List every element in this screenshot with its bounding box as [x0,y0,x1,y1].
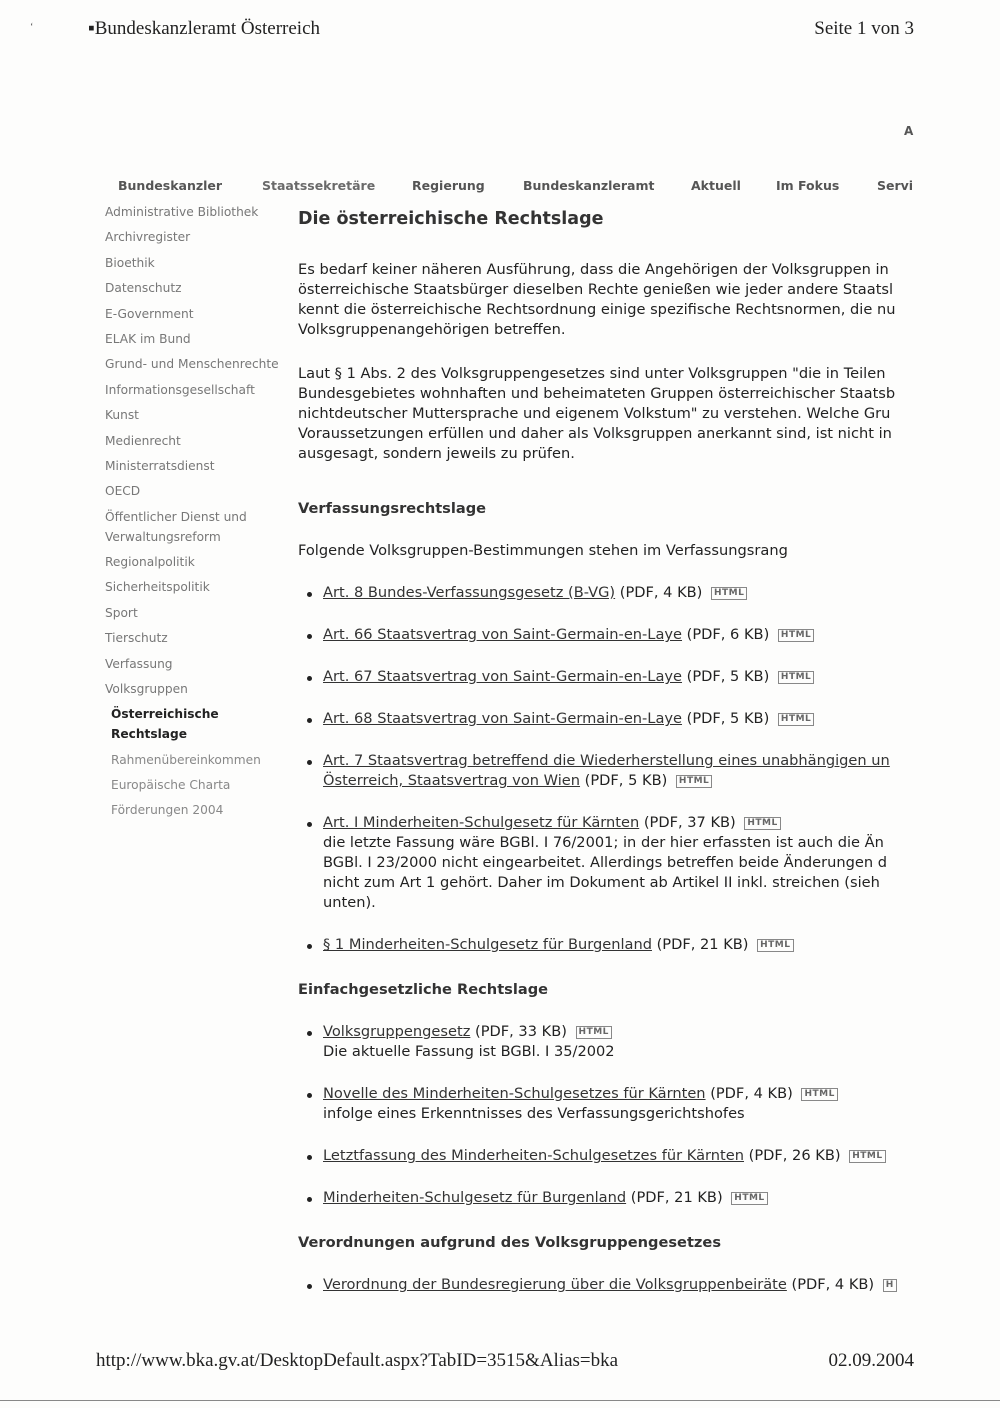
list-item [298,1275,914,1295]
document-link[interactable]: Verordnung der Bundesregierung über die Volksgruppenbeiräte [323,1276,787,1293]
file-info: (PDF, 4 KB) [791,1276,875,1293]
text-line: kennt die österreichische Rechtsordnung einige spezifische Rechtsnormen, die nu [298,301,896,318]
sidebar-item-informationsgesellschaft[interactable]: Informationsgesellschaft [105,382,255,397]
definition-paragraph [298,364,914,464]
sidebar-item-grund-und-menschenrechte[interactable]: Grund- und Menschenrechte [105,357,279,372]
text-line: nichtdeutscher Muttersprache und eigenem Volkstum" zu verstehen. Welche Gru [298,405,891,422]
list-item [298,1188,914,1208]
section-intro: Folgende Volksgruppen-Bestimmungen stehen im Verfassungsrang [298,542,788,559]
scan-mark: ‘ [30,22,34,33]
file-info: (PDF, 33 KB) [475,1023,567,1040]
html-version-link[interactable]: HTML [801,1088,837,1101]
section-heading-einfachgesetzlich: Einfachgesetzliche Rechtslage [298,981,549,998]
sidebar-item-ministerratsdienst[interactable]: Ministerratsdienst [105,458,215,473]
intro-paragraph [298,260,914,340]
sidebar-item-kunst[interactable]: Kunst [105,408,139,423]
print-header [0,16,1000,46]
text-line: Es bedarf keiner näheren Ausführung, dass die Angehörigen der Volksgruppen in [298,261,889,278]
note-line: nicht zum Art 1 gehört. Daher im Dokument ab Artikel II inkl. streichen (sieh [323,874,880,891]
sidebar-subitem-rahmenuebereinkommen[interactable]: Rahmenübereinkommen [111,752,261,767]
note-line: unten). [323,894,376,911]
page-edge-divider [0,1400,1000,1401]
list-item [298,1084,914,1124]
sidebar-item-tierschutz[interactable]: Tierschutz [105,631,168,646]
sidebar-item-medienrecht[interactable]: Medienrecht [105,433,181,448]
html-version-link[interactable]: HTML [744,817,780,830]
note-line: die letzte Fassung wäre BGBl. I 76/2001; in der hier erfassten ist auch die Än [323,834,884,851]
item-note [323,833,914,913]
document-link[interactable]: Novelle des Minderheiten-Schulgesetzes für Kärnten [323,1085,706,1102]
nav-bundeskanzleramt[interactable]: Bundeskanzleramt [523,178,655,193]
html-version-link[interactable]: HTML [711,587,747,600]
main-content [298,206,914,1295]
nav-staatssekretaere[interactable]: Staatssekretäre [262,178,376,193]
list-item [298,1022,914,1062]
html-version-link[interactable]: HTML [849,1150,885,1163]
document-link[interactable]: § 1 Minderheiten-Schulgesetz für Burgenland [323,936,652,953]
sidebar-subitem-foerderungen-2004[interactable]: Förderungen 2004 [111,802,224,817]
sidebar-item-administrative-bibliothek[interactable]: Administrative Bibliothek [105,205,259,219]
list-item [298,625,914,645]
document-link[interactable]: Letztfassung des Minderheiten-Schulgesetzes für Kärnten [323,1147,745,1164]
html-version-link[interactable]: H [883,1279,897,1292]
verordnungen-link-list [298,1275,914,1295]
file-info: (PDF, 5 KB) [584,772,668,789]
item-note: Die aktuelle Fassung ist BGBl. I 35/2002 [323,1043,615,1060]
top-navigation [0,178,914,196]
sidebar-item-archivregister[interactable]: Archivregister [105,230,191,245]
html-version-link[interactable]: HTML [757,939,793,952]
file-info: (PDF, 26 KB) [748,1147,841,1164]
list-item [298,667,914,687]
sidebar-item-oeffentlicher-dienst[interactable]: Öffentlicher Dienst und Verwaltungsreform [105,509,247,544]
corner-label: A [904,124,914,138]
print-footer-date: 02.09.2004 [828,1350,914,1371]
text-line: Volksgruppenangehörigen betreffen. [298,321,566,338]
list-item [298,583,914,603]
html-version-link[interactable]: HTML [731,1192,767,1205]
list-item [298,813,914,913]
sidebar [105,202,290,825]
list-item [298,1146,914,1166]
print-page-number: Seite 1 von 3 [814,18,914,39]
file-info: (PDF, 37 KB) [643,814,736,831]
document-link[interactable]: Art. 68 Staatsvertrag von Saint-Germain-en-Laye [323,710,683,727]
sidebar-item-sicherheitspolitik[interactable]: Sicherheitspolitik [105,580,210,595]
sidebar-item-e-government[interactable]: E-Government [105,306,194,321]
text-line: Voraussetzungen erfüllen und daher als Volksgruppen anerkannt sind, ist nicht in [298,425,892,442]
sidebar-item-verfassung[interactable]: Verfassung [105,656,173,671]
text-line: österreichische Staatsbürger dieselben Rechte genießen wie jeder andere Staatsl [298,281,894,298]
sidebar-item-datenschutz[interactable]: Datenschutz [105,281,182,296]
section-heading-verfassungsrechtslage: Verfassungsrechtslage [298,500,487,517]
document-link[interactable]: Art. 67 Staatsvertrag von Saint-Germain-en-Laye [323,668,683,685]
print-footer-url: http://www.bka.gv.at/DesktopDefault.aspx?TabID=3515&Alias=bka [96,1350,619,1371]
document-link[interactable]: Volksgruppengesetz [323,1023,471,1040]
html-version-link[interactable]: HTML [676,775,712,788]
sidebar-item-sport[interactable]: Sport [105,605,138,620]
section-heading-verordnungen: Verordnungen aufgrund des Volksgruppengesetzes [298,1234,722,1251]
text-line: Bundesgebietes wohnhaften und beheimateten Gruppen österreichischer Staatsb [298,385,896,402]
html-version-link[interactable]: HTML [778,629,814,642]
page-title: Die österreichische Rechtslage [298,209,604,229]
document-link-continuation[interactable]: Österreich, Staatsvertrag von Wien [323,772,581,789]
list-item [298,935,914,955]
nav-service[interactable]: Servi [877,178,914,193]
document-link[interactable]: Minderheiten-Schulgesetz für Burgenland [323,1189,627,1206]
print-header-title: ▪Bundeskanzleramt Österreich [88,18,321,39]
file-info: (PDF, 5 KB) [686,710,770,727]
text-line: ausgesagt, sondern jeweils zu prüfen. [298,445,575,462]
print-footer [0,1348,1000,1378]
sidebar-subitem-oesterreichische-rechtslage[interactable]: Österreichische Rechtslage [111,707,219,742]
sidebar-item-volksgruppen[interactable]: Volksgruppen [105,682,188,697]
list-item [298,751,914,791]
html-version-link[interactable]: HTML [576,1026,612,1039]
document-link[interactable]: Art. 66 Staatsvertrag von Saint-Germain-en-Laye [323,626,683,643]
item-note: infolge eines Erkenntnisses des Verfassungsgerichtshofes [323,1105,745,1122]
document-link[interactable]: Art. 8 Bundes-Verfassungsgesetz (B-VG) [323,584,616,601]
document-link[interactable]: Art. 7 Staatsvertrag betreffend die Wiederherstellung eines unabhängigen un [323,752,890,769]
note-line: BGBl. I 23/2000 nicht eingearbeitet. Allerdings betreffen beide Änderungen d [323,854,887,871]
einfachgesetz-link-list [298,1022,914,1208]
nav-im-fokus[interactable]: Im Fokus [776,178,840,193]
html-version-link[interactable]: HTML [778,713,814,726]
sidebar-item-oecd[interactable]: OECD [105,484,141,499]
sidebar-item-elak-im-bund[interactable]: ELAK im Bund [105,331,191,346]
verfassung-link-list [298,583,914,955]
print-header-title-text: Bundeskanzleramt Österreich [94,18,321,39]
sidebar-item-bioethik[interactable]: Bioethik [105,255,155,270]
sidebar-subitem-europaeische-charta[interactable]: Europäische Charta [111,777,231,792]
file-info: (PDF, 6 KB) [686,626,770,643]
text-line: Laut § 1 Abs. 2 des Volksgruppengesetzes sind unter Volksgruppen "die in Teilen [298,365,886,382]
file-info: (PDF, 21 KB) [630,1189,723,1206]
file-info: (PDF, 5 KB) [686,668,770,685]
html-version-link[interactable]: HTML [778,671,814,684]
list-item [298,709,914,729]
sidebar-item-regionalpolitik[interactable]: Regionalpolitik [105,555,195,570]
nav-regierung[interactable]: Regierung [412,178,485,193]
file-info: (PDF, 4 KB) [619,584,703,601]
file-info: (PDF, 4 KB) [710,1085,793,1102]
file-info: (PDF, 21 KB) [656,936,749,953]
nav-bundeskanzler[interactable]: Bundeskanzler [118,178,223,193]
document-link[interactable]: Art. I Minderheiten-Schulgesetz für Kärnten [323,814,640,831]
nav-aktuell[interactable]: Aktuell [691,178,741,193]
